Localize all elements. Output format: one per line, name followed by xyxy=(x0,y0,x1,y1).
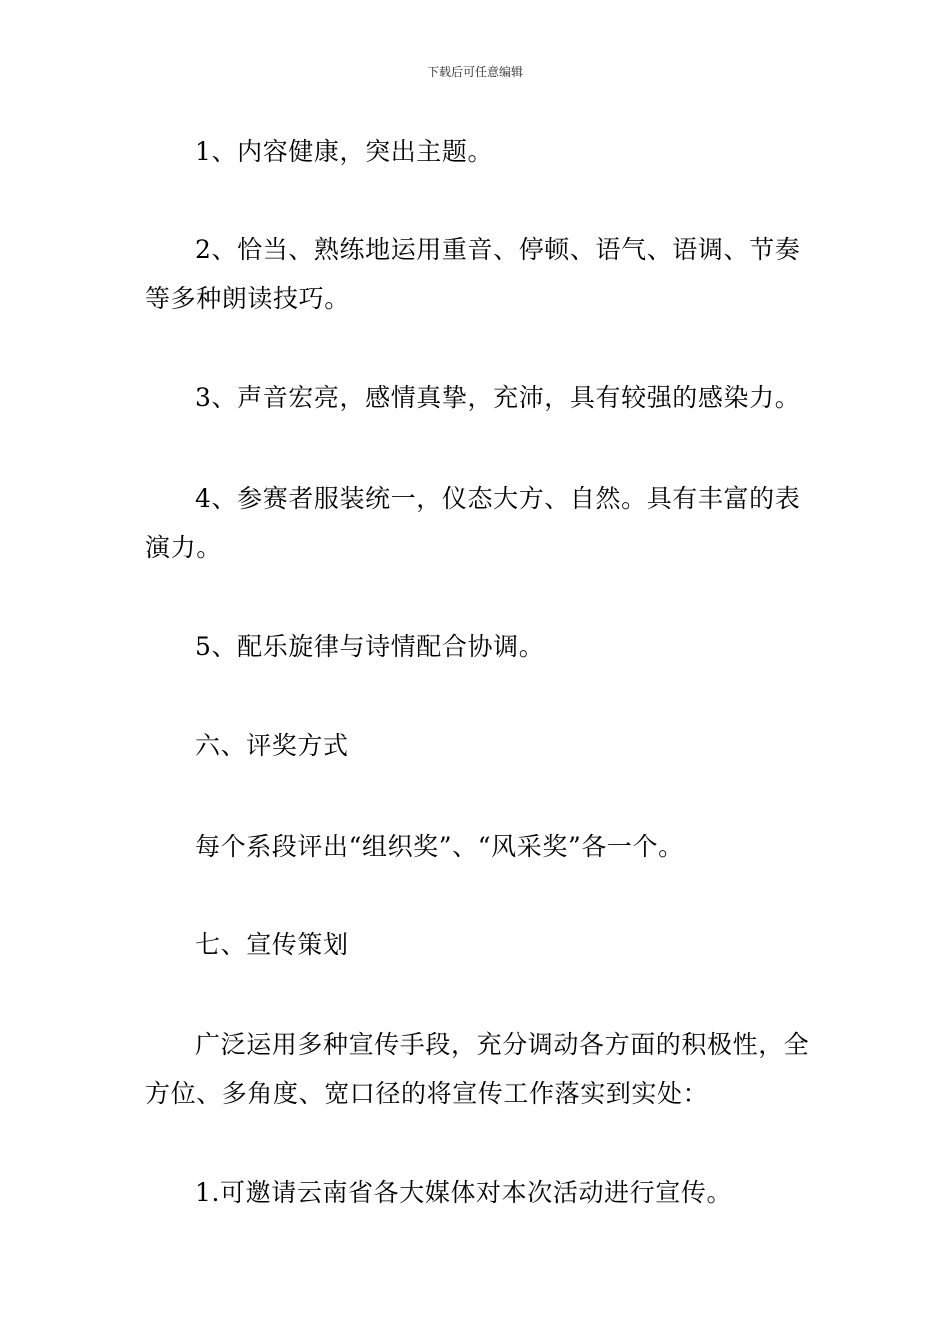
paragraph-criterion-5: 5、配乐旋律与诗情配合协调。 xyxy=(195,632,545,661)
section-heading-awards: 六、评奖方式 xyxy=(195,731,349,760)
paragraph-criterion-1: 1、内容健康，突出主题。 xyxy=(195,137,494,166)
paragraph-criterion-2: 2、恰当、熟练地运用重音、停顿、语气、语调、节奏等多种朗读技巧。 xyxy=(145,235,801,313)
paragraph-publicity: 广泛运用多种宣传手段，充分调动各方面的积极性，全方位、多角度、宽口径的将宣传工作落实到实处： xyxy=(145,1030,810,1108)
paragraph-criterion-3: 3、声音宏亮，感情真挚，充沛，具有较强的感染力。 xyxy=(195,383,801,412)
paragraph-criterion-4: 4、参赛者服装统一，仪态大方、自然。具有丰富的表演力。 xyxy=(145,484,801,562)
page-header: 下载后可任意编辑 xyxy=(426,65,523,79)
paragraph-publicity-item-1: 1.可邀请云南省各大媒体对本次活动进行宣传。 xyxy=(195,1178,733,1207)
paragraph-awards: 每个系段评出“组织奖”、“风采奖”各一个。 xyxy=(195,832,684,861)
section-heading-publicity: 七、宣传策划 xyxy=(195,930,349,959)
